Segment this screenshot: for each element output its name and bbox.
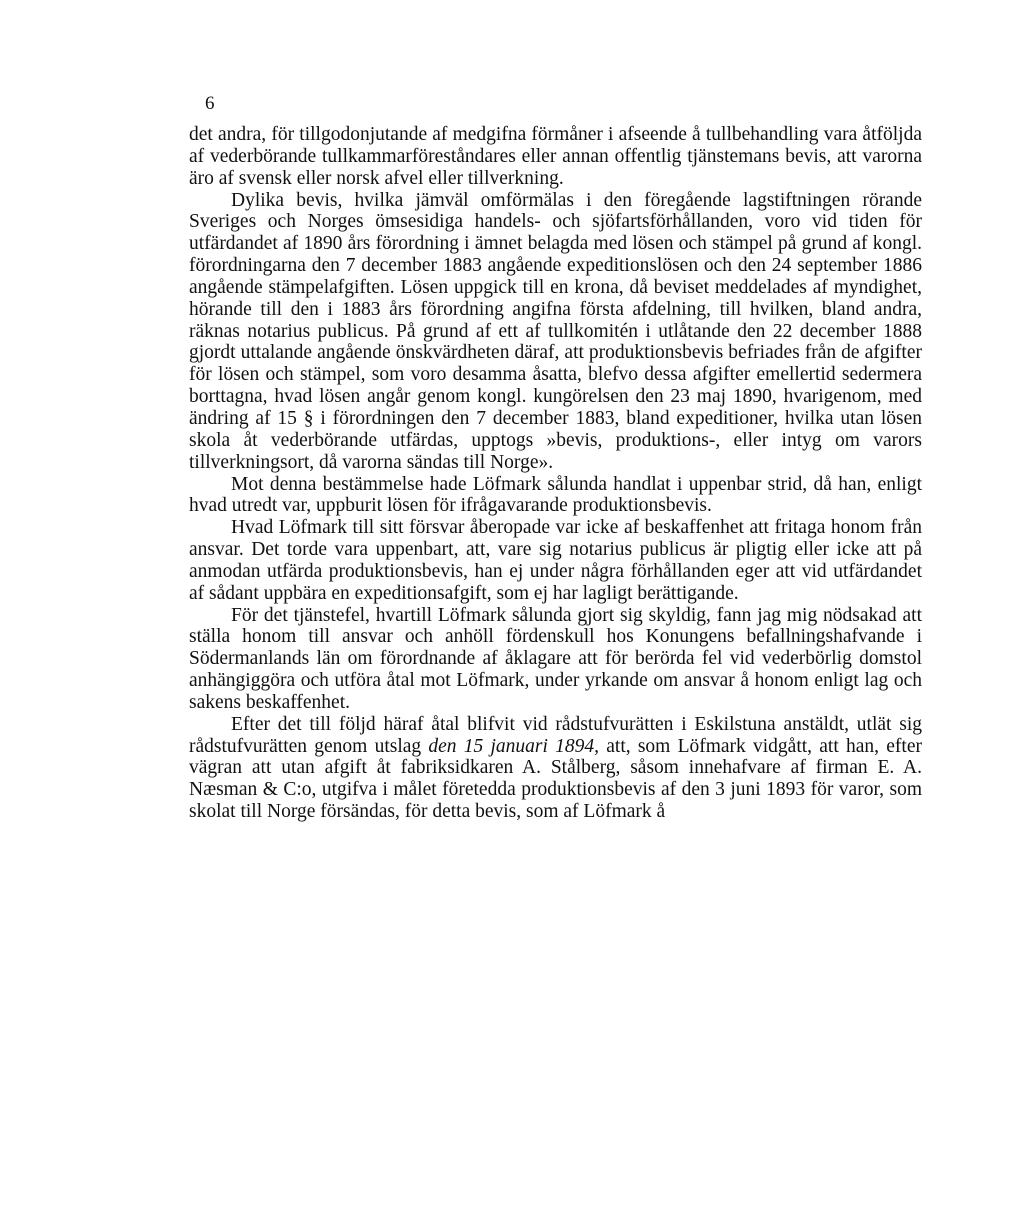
paragraph: Hvad Löfmark till sitt försvar åberopade var icke af beskaffenhet att fritaga honom från ansvar. Det torde vara uppenbart, att, vare sig notarius publicus är pligtig eller icke att på anmodan utfärda produktionsbevis, han ej under några förhållanden eger att vid utfärdandet af sådant uppbära en expeditionsafgift, som ej har lagligt berättigande. xyxy=(189,517,922,604)
paragraph: Dylika bevis, hvilka jämväl omförmälas i den föregående lagstiftningen rörande Sveriges och Norges ömsesidiga handels- och sjöfartsförhållanden, voro vid tiden för utfärdandet af 1890 års förordning i ämnet belagda med lösen och stämpel på grund af kongl. förordningarna den 7 december 1883 angående expeditionslösen och den 24 september 1886 angående stämpelafgiften. Lösen uppgick till en krona, då beviset meddelades af myndighet, hörande till den i 1883 års förordning angifna första afdelning, till hvilken, bland andra, räknas notarius publicus. På grund af ett af tullkomitén i utlåtande den 22 december 1888 gjordt uttalande angående önskvärdheten däraf, att produktionsbevis befriades från de afgifter för lösen och stämpel, som voro desamma åsatta, blefvo dessa afgifter emellertid sedermera borttagna, hvad lösen angår genom kongl. kungörelsen den 23 maj 1890, hvarigenom, med ändring af 15 § i förordningen den 7 december 1883, bland expeditioner, hvilka utan lösen skola åt vederbörande utfärdas, upptogs »bevis, produktions-, eller intyg om varors tillverkningsort, då varorna sändas till Norge». xyxy=(189,189,922,473)
paragraph-text: att, som Löfmark vidgått, att han, efter vägran att utan afgift åt fabriksidkaren A. Stålberg, såsom innehafvare af firman E. A. Næsman & C:o, utgifva i målet företedda produktionsbevis af den 3 juni 1893 för varor, som skolat till Norge försändas, för detta bevis, som af Löfmark å xyxy=(189,735,922,823)
paragraph-text: Efter det till följd häraf åtal blifvit vid rådstufvurätten i Eskilstuna anstäldt, utlät sig rådstufvurätten genom utslag xyxy=(189,713,922,757)
body-text xyxy=(189,124,922,823)
paragraph xyxy=(189,714,922,823)
paragraph: För det tjänstefel, hvartill Löfmark sålunda gjort sig skyldig, fann jag mig nödsakad att ställa honom till ansvar och anhöll fördenskull hos Konungens befallningshafvande i Södermanlands län om förordnande af åklagare att för berörda fel vid vederbörlig domstol anhängiggöra och utföra åtal mot Löfmark, under yrkande om ansvar å honom enligt lag och sakens beskaffenhet. xyxy=(189,604,922,713)
italic-date: den 15 januari 1894, xyxy=(428,735,600,757)
paragraph: Mot denna bestämmelse hade Löfmark sålunda handlat i uppenbar strid, då han, enligt hvad utredt var, uppburit lösen för ifrågavarande produktionsbevis. xyxy=(189,473,922,517)
page-number: 6 xyxy=(205,93,215,114)
paragraph: det andra, för tillgodonjutande af medgifna förmåner i afseende å tullbehandling vara åtföljda af vederbörande tullkammarföreståndares eller annan offentlig tjänstemans bevis, att varorna äro af svensk eller norsk afvel eller tillverkning. xyxy=(189,124,922,189)
